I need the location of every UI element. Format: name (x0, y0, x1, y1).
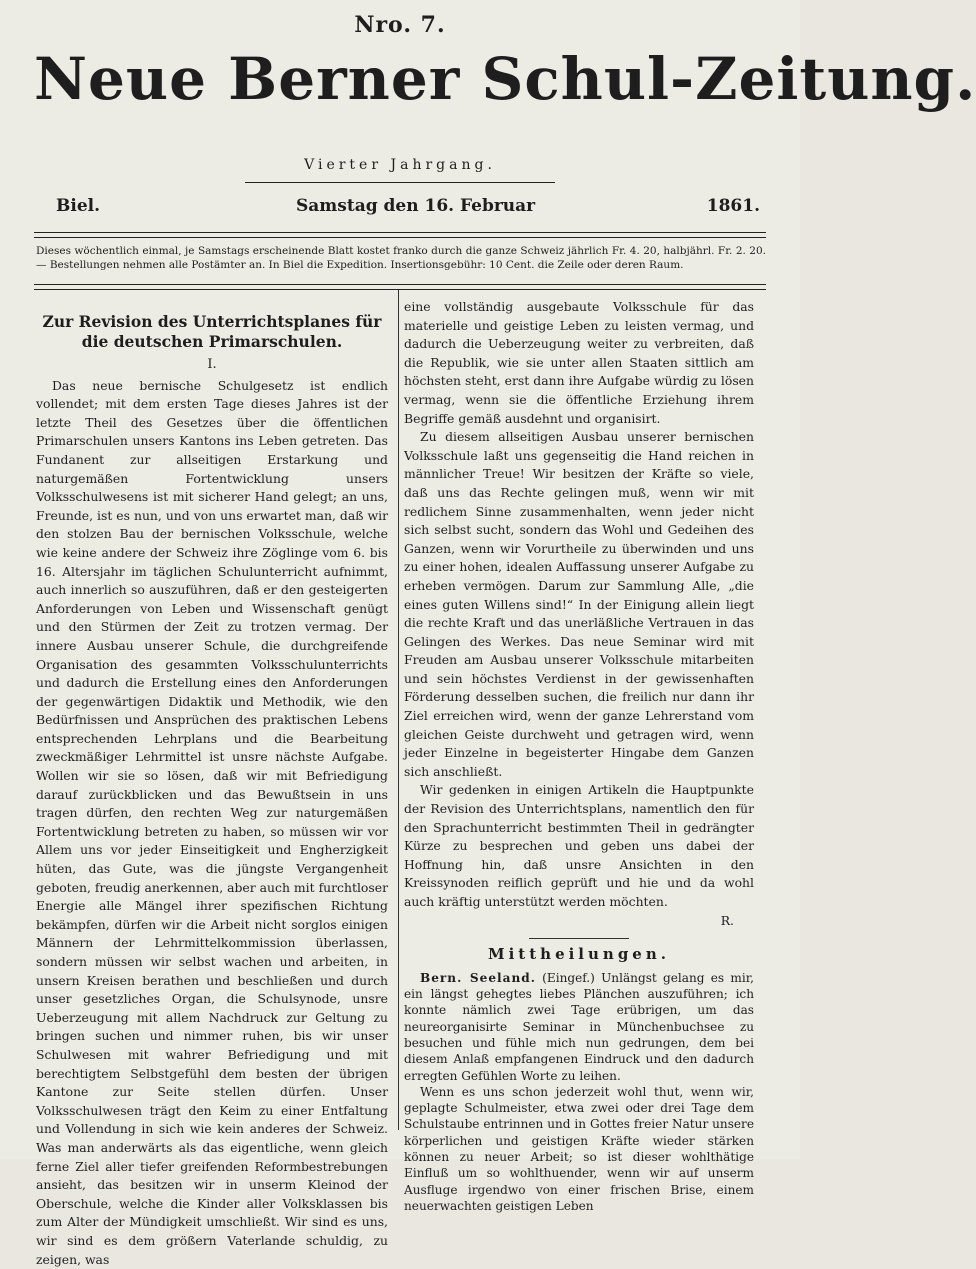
article-paragraph: eine vollständig ausgebaute Volksschule für das materielle und geistige Leben zu leisten vermag, und dadurch die Ueberzeugung weiter zu verbreiten, daß die Republik, wie sie unter allen Staaten sittlich am höchsten steht, erst dann ihre Aufgabe würdig zu lösen vermag, wenn sie die öffentliche Erziehung ihrem Begriffe gemäß ausdehnt und organisirt. (404, 299, 754, 426)
article-paragraph: Wir gedenken in einigen Artikeln die Hauptpunkte der Revision des Unterrichtsplans, namentlich den für den Sprachunterricht bestimmten Theil in gedrängter Kürze zu besprechen und geben uns dabei der Hoffnung hin, daß unsre Ansichten in den Kreissynoden reiflich geprüft und hie und da wohl auch kräftig unterstützt werden möchten. (404, 782, 754, 909)
notice-divider (34, 284, 766, 290)
dateline-year: 1861. (706, 196, 760, 216)
section-rule (529, 938, 629, 939)
masthead-rule (245, 182, 555, 183)
article-paragraph: Zu diesem allseitigen Ausbau unserer bernischen Volksschule laßt uns gegenseitig die Hand reichen in männlicher Treue! Wir besitzen der Kräfte so viele, daß uns das Rechte gelingen muß, wenn wir mit redlichem Sinne zusammenhalten, wenn jeder nicht sich selbst sucht, sondern das Wohl und Gedeihen des Ganzen, wenn wir Vorurtheile zu überwinden und uns zu einer hohen, idealen Auffassung unserer Aufgabe zu erheben vermögen. Darum zur Sammlung Alle, „die eines guten Willens sind!“ In der Einigung allein liegt die rechte Kraft und das unerläßliche Vertrauen in das Gelingen des Werkes. Das neue Seminar wird mit Freuden am Ausbau unserer Volksschule mitarbeiten und sein höchstes Verdienst in der gewissenhaften Förderung desselben suchen, die freilich nur dann ihr Ziel erreichen wird, wenn der ganze Lehrerstand vom gleichen Geiste durchweht und getragen wird, wenn jeder Einzelne in begeisterter Hingabe dem Ganzen sich anschließt. (404, 429, 754, 779)
volume-line: Vierter Jahrgang. (304, 157, 496, 173)
masthead-title: Neue Berner Schul-Zeitung. (34, 45, 976, 113)
dateline-city: Biel. (56, 196, 101, 216)
right-column (404, 298, 754, 1214)
article-paragraph: Das neue bernische Schulgesetz ist endlich vollendet; mit dem ersten Tage dieses Jahres ist der letzte Theil des Gesetzes über die öffentlichen Primarschulen unsers Kantons ins Leben getreten. Das Fundanent zur allseitigen Erstarkung und naturgemäßen Fortentwicklung unsers Volksschulwesens ist mit sicherer Hand gelegt; an uns, Freunde, ist es nun, und von uns erwartet man, daß wir den stolzen Bau der bernischen Volksschule, welche wie keine andere der Schweiz ihre Zöglinge vom 6. bis 16. Altersjahr im täglichen Schulunterricht aufnimmt, auch innerlich so auszuführen, daß er den gesteigerten Anforderungen von Leben und Wissenschaft genügt und den Stürmen der Zeit zu trotzen vermag. Der innere Ausbau unserer Schule, die durchgreifende Organisation des gesammten Volksschulunterrichts und dadurch die Erstellung eines den Anforderungen der gegenwärtigen Didaktik und Methodik, wie den Bedürfnissen und Ansprüchen des praktischen Lebens entsprechenden Lehrplans und die Bearbeitung zweckmäßiger Lehrmittel ist unsre nächste Aufgabe. Wollen wir sie so lösen, daß wir mit Befriedigung darauf zurückblicken und das Bewußtsein in uns tragen dürfen, den rechten Weg zur naturgemäßen Fortentwicklung betreten zu haben, so müssen wir vor Allem uns vor jeder Einseitigkeit und Engherzigkeit hüten, das Gute, was die jüngste Vergangenheit geboten, freudig anerkennen, aber auch mit furchtloser Energie alle Mängel ihrer spezifischen Richtung bekämpfen, dürfen wir die Arbeit nicht sorglos einigen Männern der Lehrmittelkommission überlassen, sondern müssen wir selbst wachen und arbeiten, in unsern Kreisen berathen und beschließen und durch unser gesetzliches Organ, die Schulsynode, unsre Ueberzeugung mit allem Nachdruck zur Geltung zu bringen suchen und nimmer ruhen, bis wir unser Schulwesen mit wahrer Befriedigung und mit berechtigtem Selbstgefühl dem besten der übrigen Kantone zur Seite stellen dürfen. Unser Volksschulwesen trägt den Keim zu einer Entfaltung und Vollendung in sich wie kein anderes der Schweiz. Was man anderwärts als das eigentliche, wenn gleich ferne Ziel aller tiefer greifenden Reformbestrebungen ansieht, das besitzen wir in unserm Kleinod der Oberschule, welche die Kinder aller Volksklassen bis zum Alter der Mündigkeit umschließt. Wir sind es uns, wir sind es dem größern Vaterlande schuldig, zu zeigen, was (36, 377, 388, 1267)
section-title: Mittheilungen. (488, 945, 670, 964)
dateline (36, 196, 760, 220)
news-item-text: (Eingef.) Unlängst gelang es mir, ein längst gehegtes liebes Plänchen auszuführen; ich konnte nämlich zwei Tage erübrigen, um das neureorganisirte Seminar in Münchenbuchsee zu besuchen und fühle mich nun gedrungen, dem bei diesem Anlaß empfangenen Eindruck und den dadurch erregten Gefühlen Worte zu leihen. (404, 970, 755, 1083)
top-divider (34, 232, 766, 238)
left-column (36, 298, 388, 1269)
news-item-paragraph: Wenn es uns schon jederzeit wohl thut, wenn wir, geplagte Schulmeister, etwa zwei oder drei Tage dem Schulstaube entrinnen und in Gottes freier Natur unsere körperlichen und geistigen Kräfte wieder stärken können zu neuer Arbeit; so ist dieser wohlthätige Einfluß um so wohlthuender, wenn wir auf unserm Ausfluge irgendwo von einer frischen Brise, einem neuerwachten geistigen Leben (404, 1084, 754, 1213)
dateline-date: Samstag den 16. Februar (296, 196, 536, 216)
news-item-lead: Bern. Seeland. (420, 970, 536, 985)
subscription-notice: Dieses wöchentlich einmal, je Samstags erscheinende Blatt kostet franko durch die ganze Schweiz jährlich Fr. 4. 20, halbjährl. Fr. 2. 20. — Bestellungen nehmen alle Postämter an. In Biel die Expedition. Insertionsgebühr: 10 Cent. die Zeile oder deren Raum. (36, 245, 766, 271)
column-divider (398, 290, 399, 1130)
news-item-paragraph (404, 970, 754, 1084)
issue-number: Nro. 7. (354, 12, 446, 38)
article-part-numeral: I. (207, 357, 217, 372)
mittheilungen-body (404, 970, 754, 1214)
article-title: Zur Revision des Unterrichtsplanes für die deutschen Primarschulen. (42, 312, 382, 351)
article-signature: R. (720, 912, 734, 928)
